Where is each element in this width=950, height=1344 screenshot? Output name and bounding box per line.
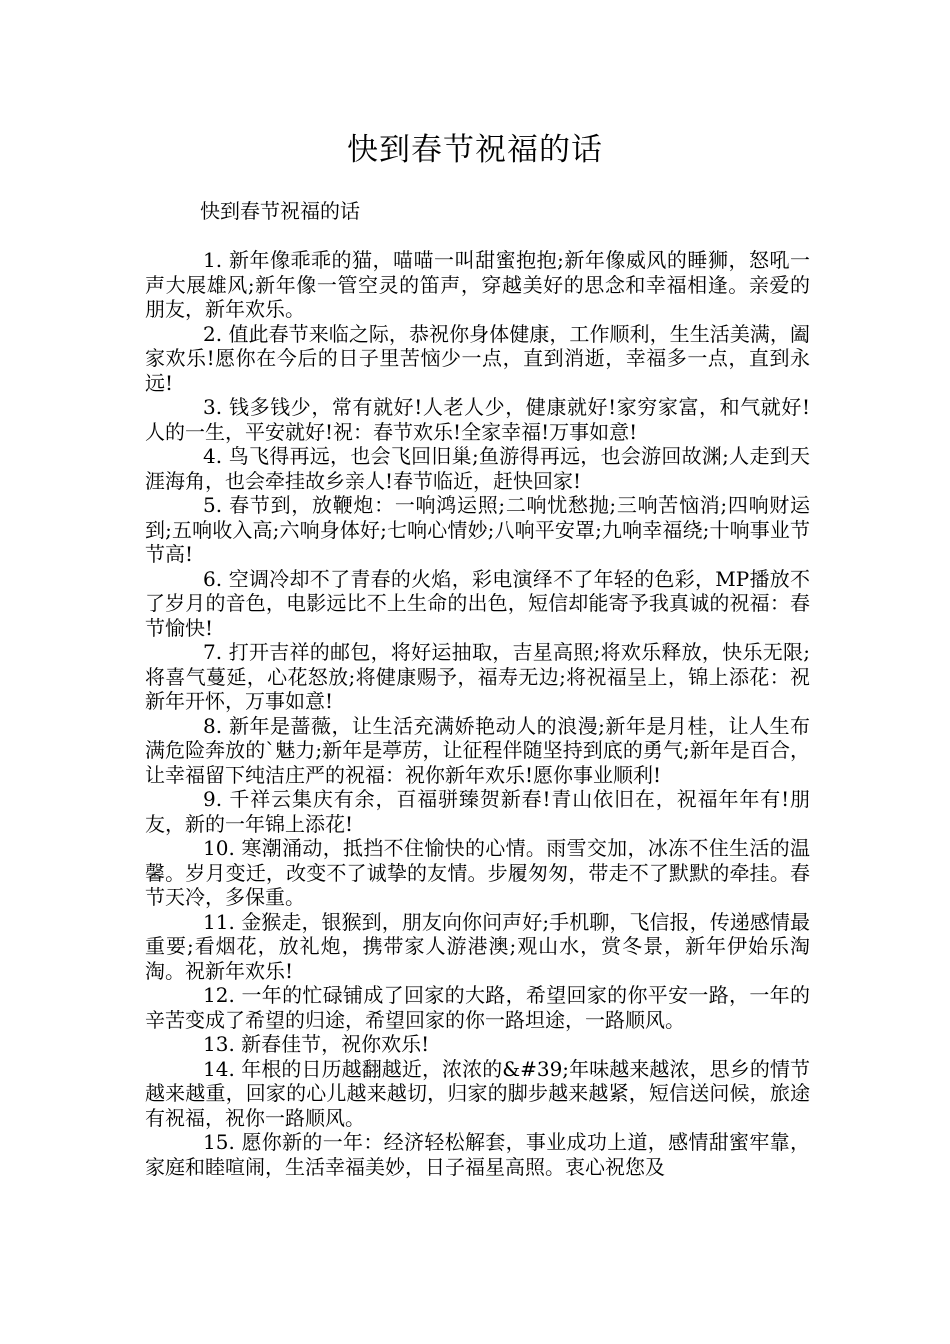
paragraph: 4. 鸟飞得再远，也会飞回旧巢;鱼游得再远，也会游回故渊;人走到天涯海角，也会牵挂故乡亲人!春节临近，赶快回家! xyxy=(145,444,810,493)
paragraph: 3. 钱多钱少，常有就好!人老人少，健康就好!家穷家富，和气就好!人的一生，平安就好!祝：春节欢乐!全家幸福!万事如意! xyxy=(145,395,810,444)
paragraph: 7. 打开吉祥的邮包，将好运抽取，吉星高照;将欢乐释放，快乐无限;将喜气蔓延，心花怒放;将健康赐予，福寿无边;将祝福呈上，锦上添花：祝新年开怀，万事如意! xyxy=(145,640,810,713)
document-body xyxy=(145,248,810,1179)
paragraph: 5. 春节到，放鞭炮：一响鸿运照;二响忧愁抛;三响苦恼消;四响财运到;五响收入高;六响身体好;七响心情妙;八响平安罩;九响幸福绕;十响事业节节高! xyxy=(145,493,810,566)
paragraph: 11. 金猴走，银猴到，朋友向你问声好;手机聊，飞信报，传递感情最重要;看烟花，放礼炮，携带家人游港澳;观山水，赏冬景，新年伊始乐淘淘。祝新年欢乐! xyxy=(145,909,810,983)
paragraph: 1. 新年像乖乖的猫，喵喵一叫甜蜜抱抱;新年像威风的睡狮，怒吼一声大展雄风;新年像一管空灵的笛声，穿越美好的思念和幸福相逢。亲爱的朋友，新年欢乐。 xyxy=(145,248,810,321)
paragraph: 10. 寒潮涌动，抵挡不住愉快的心情。雨雪交加，冰冻不住生活的温馨。岁月变迁，改变不了诚挚的友情。步履匆匆，带走不了默默的牵挂。春节天冷，多保重。 xyxy=(145,836,810,909)
paragraph: 2. 值此春节来临之际，恭祝你身体健康，工作顺利，生生活美满，阖家欢乐!愿你在今后的日子里苦恼少一点，直到消逝，幸福多一点，直到永远! xyxy=(145,321,810,395)
document-title: 快到春节祝福的话 xyxy=(347,132,603,168)
paragraph: 8. 新年是蔷薇，让生活充满娇艳动人的浪漫;新年是月桂，让人生布满危险奔放的`魅力;新年是葶苈，让征程伴随坚持到底的勇气;新年是百合，让幸福留下纯洁庄严的祝福：祝你新年欢乐!愿你事业顺利! xyxy=(145,713,810,787)
paragraph: 9. 千祥云集庆有余，百福骈臻贺新春!青山依旧在，祝福年年有!朋友，新的一年锦上添花! xyxy=(145,787,810,836)
paragraph: 6. 空调冷却不了青春的火焰，彩电演绎不了年轻的色彩，MP播放不了岁月的音色，电影远比不上生命的出色，短信却能寄予我真诚的祝福：春节愉快! xyxy=(145,566,810,640)
paragraph: 12. 一年的忙碌铺成了回家的大路，希望回家的你平安一路，一年的辛苦变成了希望的归途，希望回家的你一路坦途，一路顺风。 xyxy=(145,983,810,1032)
paragraph: 14. 年根的日历越翻越近，浓浓的&#39;年味越来越浓，思乡的情节越来越重，回家的心儿越来越切，归家的脚步越来越紧，短信送问候，旅途有祝福，祝你一路顺风。 xyxy=(145,1056,810,1130)
paragraph: 13. 新春佳节，祝你欢乐! xyxy=(203,1032,430,1056)
document-subtitle: 快到春节祝福的话 xyxy=(200,199,360,223)
paragraph: 15. 愿你新的一年：经济轻松解套，事业成功上道，感情甜蜜牢靠，家庭和睦喧闹，生活幸福美妙，日子福星高照。衷心祝您及 xyxy=(145,1130,810,1179)
